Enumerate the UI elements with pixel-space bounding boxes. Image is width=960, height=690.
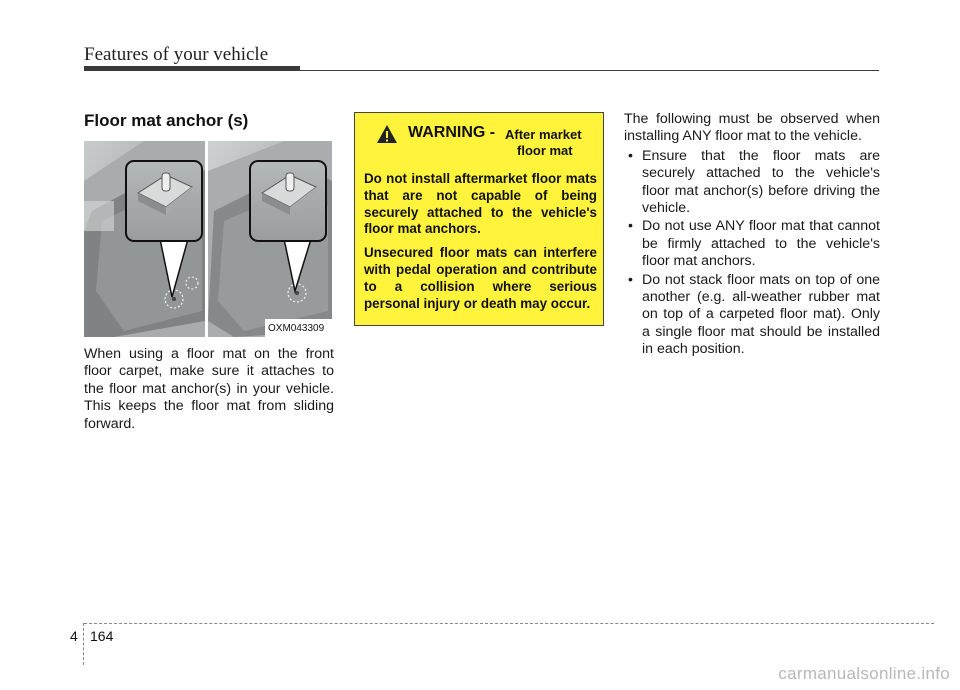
warning-paragraph: Unsecured floor mats can interfere with pedal operation and contribute to a collision where serious personal injury or death may occur. [364, 245, 597, 311]
figure-code: OXM043309 [268, 323, 325, 334]
list-item-text: Ensure that the floor mats are securely attached to the vehicle's floor mat anchor(s) before driving the vehicle. [642, 147, 880, 217]
bullet-dot-icon: • [628, 147, 633, 164]
chapter-number: 4 [70, 628, 78, 644]
section-title: Floor mat anchor (s) [84, 111, 249, 130]
warning-heading [364, 123, 597, 171]
guidelines-intro: The following must be observed when installing ANY floor mat to the vehicle. [624, 111, 880, 145]
page-number: 164 [90, 628, 114, 644]
bullet-dot-icon: • [628, 271, 633, 288]
warning-topic [505, 127, 582, 159]
header-rule [84, 70, 879, 71]
guidelines-list [624, 148, 880, 359]
list-item [624, 148, 880, 218]
warning-topic-line1: After market [505, 127, 582, 142]
warning-topic-line2: floor mat [517, 143, 573, 158]
warning-label: WARNING - [408, 124, 496, 141]
footer-divider [83, 623, 84, 665]
list-item [624, 218, 880, 270]
warning-paragraph: Do not install aftermarket floor mats that are not capable of being securely attached to the vehicle's floor mat anchors. [364, 171, 597, 237]
warning-triangle-icon [376, 124, 398, 144]
page-header-title: Features of your vehicle [84, 44, 269, 65]
anchor-closeup-right [250, 161, 326, 241]
anchor-closeup-left [126, 161, 202, 241]
floor-mat-usage-paragraph: When using a floor mat on the front floor carpet, make sure it attaches to the floor mat anchor(s) in your vehicle. This keeps the floor mat from sliding forward. [84, 346, 334, 432]
list-item-text: Do not stack floor mats on top of one another (e.g. all-weather rubber mat on top of a carpeted floor mat). Only a single floor mat should be installed in each position. [642, 271, 880, 358]
floor-mat-anchor-illustration [84, 141, 332, 337]
bullet-dot-icon: • [628, 218, 633, 235]
installation-guidelines [624, 111, 880, 359]
watermark: carmanualsonline.info [778, 664, 950, 683]
warning-box [354, 112, 604, 326]
list-item-text: Do not use ANY floor mat that cannot be firmly attached to the vehicle's floor mat anchors. [642, 218, 880, 270]
footer-rule [84, 623, 934, 624]
list-item [624, 272, 880, 359]
